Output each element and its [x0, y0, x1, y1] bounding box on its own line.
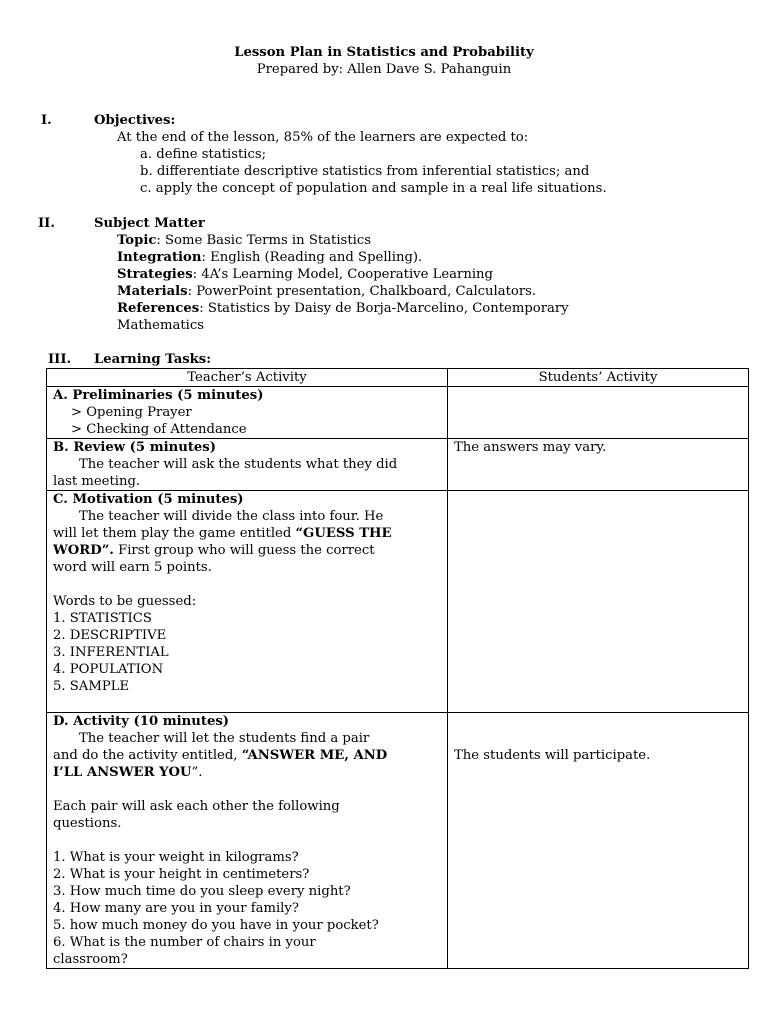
materials-value: : PowerPoint presentation, Chalkboard, Calculators.	[187, 284, 537, 299]
list-item: 6. What is the number of chairs in your	[53, 935, 316, 950]
paragraph-line: The teacher will let the students find a pair	[79, 731, 370, 746]
list-item: classroom?	[53, 952, 128, 967]
text-run: ”.	[191, 765, 203, 780]
references-label: References	[117, 301, 200, 316]
table-header-row	[47, 369, 749, 387]
subject-strategies	[117, 266, 493, 283]
table-row	[47, 491, 749, 713]
integration-label: Integration	[117, 250, 202, 265]
section-number-learning-tasks: III.	[48, 352, 72, 367]
teacher-cell-motivation	[47, 491, 448, 713]
topic-value: : Some Basic Terms in Statistics	[156, 233, 371, 248]
list-item: 1. STATISTICS	[53, 611, 152, 626]
section-number-objectives: I.	[41, 113, 52, 128]
subject-references-cont: Mathematics	[117, 318, 205, 333]
paragraph-line: last meeting.	[53, 474, 141, 489]
row-heading: D. Activity (10 minutes)	[53, 714, 229, 729]
teacher-cell-review	[47, 439, 448, 491]
subject-materials	[117, 283, 536, 300]
paragraph-line	[53, 764, 441, 781]
list-item: > Opening Prayer	[71, 405, 192, 420]
row-heading: B. Review (5 minutes)	[53, 440, 216, 455]
game-title-part: “GUESS THE	[295, 526, 392, 541]
list-item: 1. What is your weight in kilograms?	[53, 850, 299, 865]
table-row	[47, 713, 749, 969]
game-title-part: WORD”.	[53, 543, 114, 558]
spacer	[454, 713, 742, 747]
list-item: 2. DESCRIPTIVE	[53, 628, 167, 643]
integration-value: : English (Reading and Spelling).	[201, 250, 423, 265]
paragraph-line: The teacher will divide the class into four. He	[79, 509, 384, 524]
list-item: 2. What is your height in centimeters?	[53, 867, 310, 882]
paragraph-line	[53, 542, 441, 559]
teacher-cell-activity	[47, 713, 448, 969]
activity-title-part: “ANSWER ME, AND	[241, 748, 388, 763]
objective-item: a. define statistics;	[140, 147, 267, 162]
students-cell-motivation	[448, 491, 749, 713]
paragraph-line	[53, 525, 441, 542]
table-row	[47, 439, 749, 491]
references-value: : Statistics by Daisy de Borja-Marcelino, Contemporary	[199, 301, 569, 316]
materials-label: Materials	[117, 284, 188, 299]
list-item: 4. POPULATION	[53, 662, 164, 677]
objective-item: c. apply the concept of population and sample in a real life situations.	[140, 181, 607, 196]
list-item: 3. How much time do you sleep every night?	[53, 884, 351, 899]
students-cell-activity	[448, 713, 749, 969]
column-header-teacher: Teacher’s Activity	[47, 369, 448, 387]
paragraph-line: The teacher will ask the students what they did	[79, 457, 398, 472]
paragraph-line: Each pair will ask each other the following	[53, 799, 340, 814]
learning-tasks-table	[46, 368, 749, 969]
row-heading: A. Preliminaries (5 minutes)	[53, 388, 264, 403]
list-item: 5. SAMPLE	[53, 679, 130, 694]
subject-integration	[117, 249, 422, 266]
section-heading-learning-tasks: Learning Tasks:	[94, 352, 212, 367]
column-header-students: Students’ Activity	[448, 369, 749, 387]
objectives-intro: At the end of the lesson, 85% of the learners are expected to:	[117, 130, 529, 145]
list-item: > Checking of Attendance	[71, 422, 247, 437]
strategies-value: : 4A’s Learning Model, Cooperative Learning	[192, 267, 493, 282]
paragraph-line: word will earn 5 points.	[53, 560, 212, 575]
students-activity-text: The students will participate.	[454, 748, 651, 763]
strategies-label: Strategies	[117, 267, 193, 282]
text-run: and do the activity entitled,	[53, 748, 242, 763]
text-run: will let them play the game entitled	[53, 526, 296, 541]
section-number-subject-matter: II.	[38, 216, 55, 231]
paragraph-line	[53, 747, 441, 764]
spacer	[53, 576, 441, 593]
row-heading: C. Motivation (5 minutes)	[53, 492, 244, 507]
table-row	[47, 387, 749, 439]
list-item: 3. INFERENTIAL	[53, 645, 169, 660]
section-heading-objectives: Objectives:	[94, 113, 176, 128]
section-heading-subject-matter: Subject Matter	[94, 216, 205, 231]
subject-topic	[117, 232, 371, 249]
document-title: Lesson Plan in Statistics and Probability	[234, 45, 534, 60]
paragraph-line: questions.	[53, 816, 122, 831]
spacer	[53, 832, 441, 849]
spacer	[53, 695, 441, 712]
words-intro: Words to be guessed:	[53, 594, 197, 609]
list-item: 5. how much money do you have in your pocket?	[53, 918, 379, 933]
teacher-cell-preliminaries	[47, 387, 448, 439]
activity-title-part: I’LL ANSWER YOU	[53, 765, 192, 780]
objective-item: b. differentiate descriptive statistics from inferential statistics; and	[140, 164, 590, 179]
students-cell-review: The answers may vary.	[448, 439, 749, 491]
prepared-by: Prepared by: Allen Dave S. Pahanguin	[256, 62, 512, 77]
list-item: 4. How many are you in your family?	[53, 901, 299, 916]
topic-label: Topic	[117, 233, 157, 248]
students-cell-preliminaries	[448, 387, 749, 439]
subject-references	[117, 300, 569, 317]
spacer	[53, 781, 441, 798]
text-run: First group who will guess the correct	[113, 543, 375, 558]
